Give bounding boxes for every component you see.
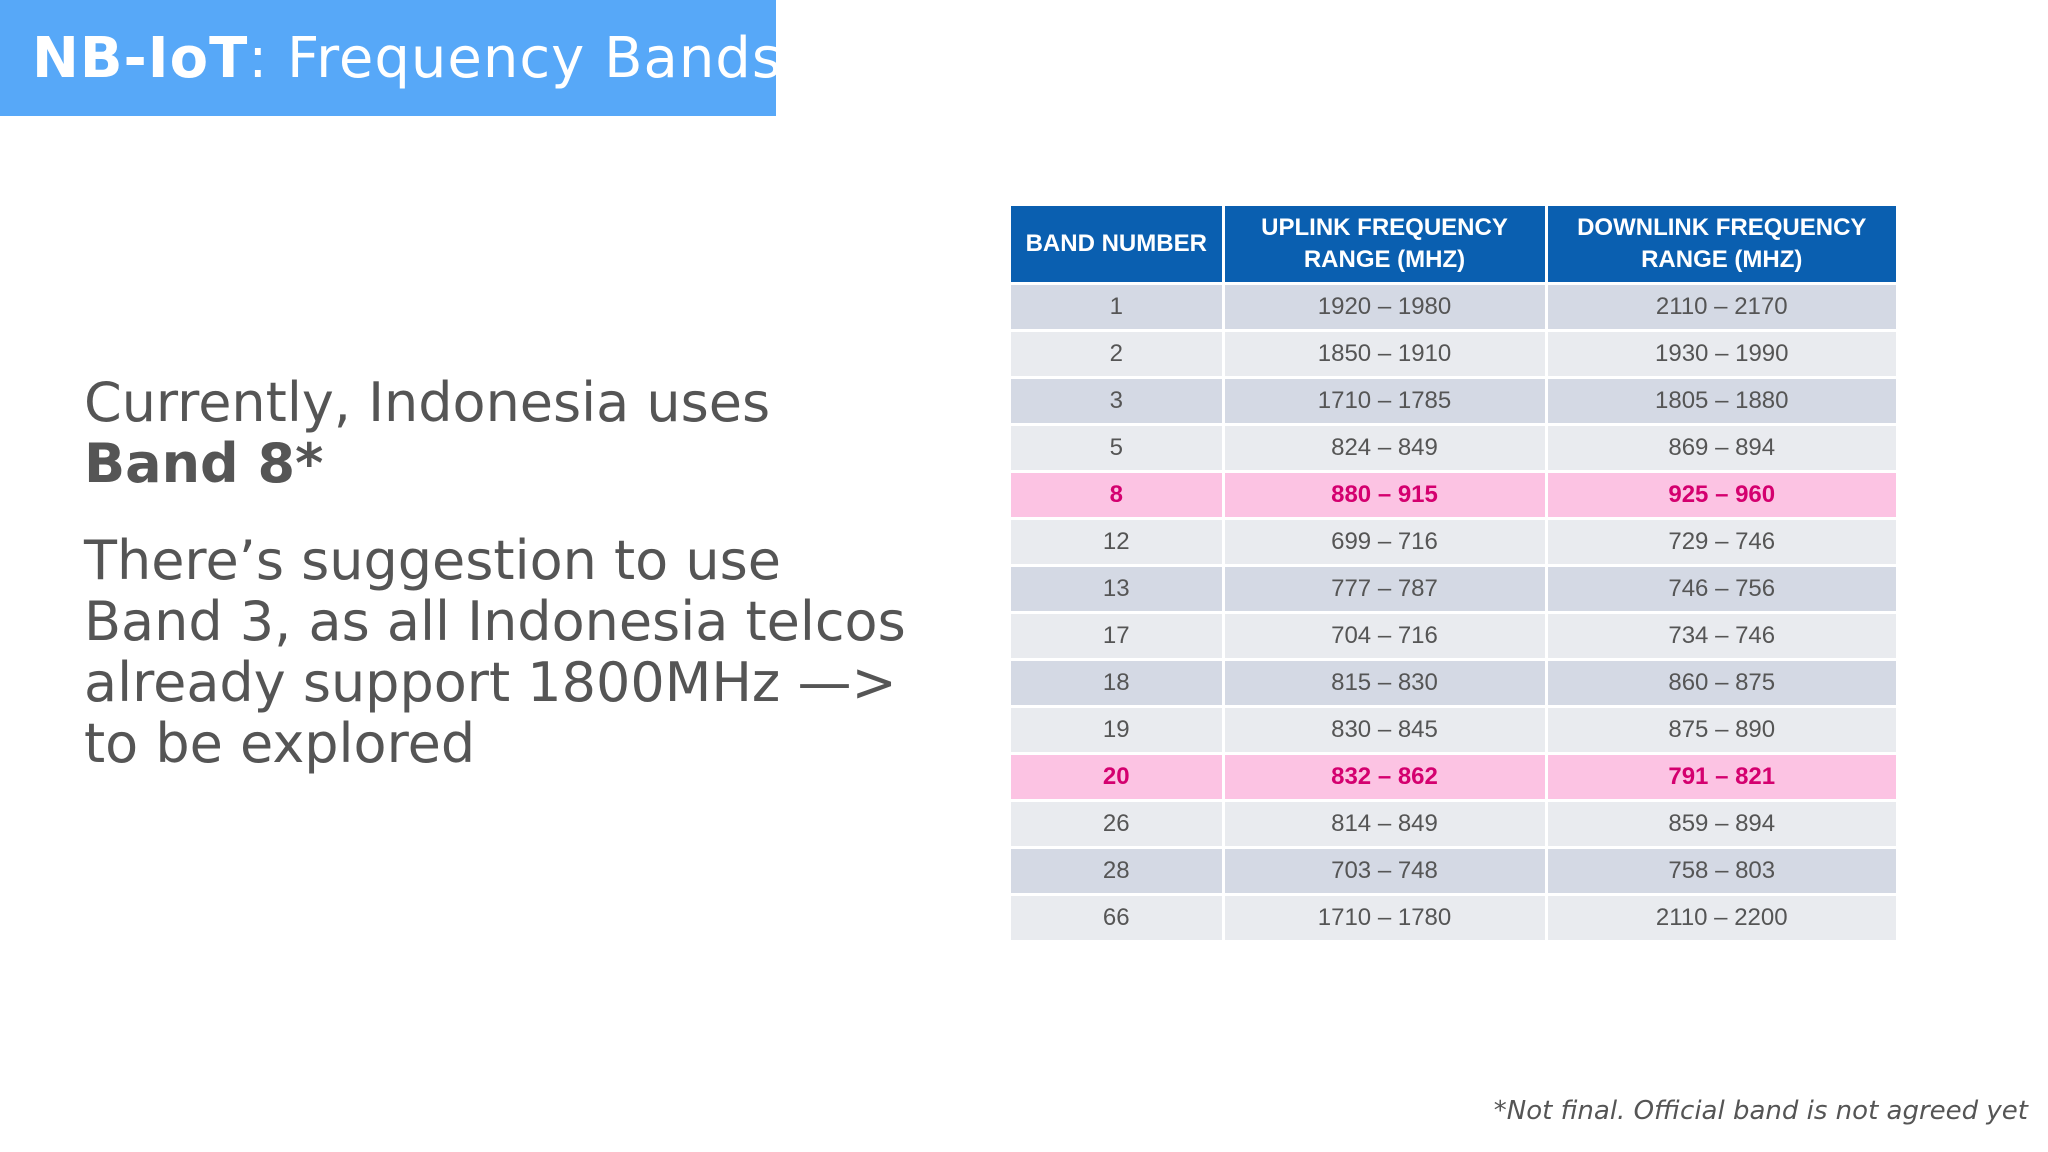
table-row xyxy=(1011,425,1896,472)
cell-uplink: 704 – 716 xyxy=(1223,613,1546,660)
band-8-emphasis: Band 8* xyxy=(84,432,324,495)
paragraph-line: Band 3, as all Indonesia telcos xyxy=(84,590,906,653)
table-header-row xyxy=(1011,206,1896,284)
cell-band: 3 xyxy=(1011,378,1223,425)
table-row xyxy=(1011,754,1896,801)
cell-downlink: 791 – 821 xyxy=(1546,754,1896,801)
table-row xyxy=(1011,519,1896,566)
paragraph-current-band xyxy=(84,372,944,494)
cell-band: 17 xyxy=(1011,613,1223,660)
cell-band: 26 xyxy=(1011,801,1223,848)
cell-uplink: 1710 – 1780 xyxy=(1223,895,1546,942)
cell-uplink: 1920 – 1980 xyxy=(1223,284,1546,331)
cell-band: 18 xyxy=(1011,660,1223,707)
table-row xyxy=(1011,801,1896,848)
slide-title-strong: NB-IoT xyxy=(32,25,249,91)
cell-band: 66 xyxy=(1011,895,1223,942)
cell-downlink: 1930 – 1990 xyxy=(1546,331,1896,378)
cell-downlink: 875 – 890 xyxy=(1546,707,1896,754)
cell-downlink: 859 – 894 xyxy=(1546,801,1896,848)
header-uplink: UPLINK FREQUENCY RANGE (MHZ) xyxy=(1223,206,1546,284)
cell-uplink: 1850 – 1910 xyxy=(1223,331,1546,378)
header-band-number: BAND NUMBER xyxy=(1011,206,1223,284)
cell-band: 19 xyxy=(1011,707,1223,754)
cell-downlink: 2110 – 2200 xyxy=(1546,895,1896,942)
cell-band: 12 xyxy=(1011,519,1223,566)
slide-title-rest: : Frequency Bands xyxy=(248,25,783,91)
cell-uplink: 815 – 830 xyxy=(1223,660,1546,707)
paragraph-line: Currently, Indonesia uses xyxy=(84,371,771,434)
cell-uplink: 880 – 915 xyxy=(1223,472,1546,519)
cell-downlink: 2110 – 2170 xyxy=(1546,284,1896,331)
title-bar xyxy=(0,0,783,116)
cell-band: 8 xyxy=(1011,472,1223,519)
cell-uplink: 830 – 845 xyxy=(1223,707,1546,754)
table-row xyxy=(1011,707,1896,754)
table-row xyxy=(1011,660,1896,707)
table-row xyxy=(1011,613,1896,660)
cell-downlink: 860 – 875 xyxy=(1546,660,1896,707)
table-row xyxy=(1011,895,1896,942)
header-downlink: DOWNLINK FREQUENCY RANGE (MHZ) xyxy=(1546,206,1896,284)
table-row xyxy=(1011,848,1896,895)
cell-downlink: 729 – 746 xyxy=(1546,519,1896,566)
cell-band: 5 xyxy=(1011,425,1223,472)
footnote: *Not final. Official band is not agreed yet xyxy=(1493,1096,2028,1126)
cell-band: 2 xyxy=(1011,331,1223,378)
table-row xyxy=(1011,284,1896,331)
cell-uplink: 814 – 849 xyxy=(1223,801,1546,848)
cell-band: 28 xyxy=(1011,848,1223,895)
paragraph-suggestion xyxy=(84,530,944,774)
table-row xyxy=(1011,472,1896,519)
frequency-bands-table xyxy=(1011,206,1896,943)
table-row xyxy=(1011,331,1896,378)
cell-uplink: 1710 – 1785 xyxy=(1223,378,1546,425)
cell-uplink: 777 – 787 xyxy=(1223,566,1546,613)
cell-uplink: 699 – 716 xyxy=(1223,519,1546,566)
cell-uplink: 832 – 862 xyxy=(1223,754,1546,801)
table-body xyxy=(1011,284,1896,942)
cell-downlink: 734 – 746 xyxy=(1546,613,1896,660)
body-text xyxy=(84,372,944,774)
cell-band: 20 xyxy=(1011,754,1223,801)
paragraph-line: There’s suggestion to use xyxy=(84,529,781,592)
cell-downlink: 869 – 894 xyxy=(1546,425,1896,472)
cell-downlink: 925 – 960 xyxy=(1546,472,1896,519)
cell-downlink: 1805 – 1880 xyxy=(1546,378,1896,425)
cell-uplink: 824 – 849 xyxy=(1223,425,1546,472)
table-row xyxy=(1011,566,1896,613)
cell-band: 13 xyxy=(1011,566,1223,613)
slide-title xyxy=(32,26,782,91)
cell-downlink: 758 – 803 xyxy=(1546,848,1896,895)
cell-downlink: 746 – 756 xyxy=(1546,566,1896,613)
paragraph-line: already support 1800MHz —> xyxy=(84,651,897,714)
cell-band: 1 xyxy=(1011,284,1223,331)
table-row xyxy=(1011,378,1896,425)
cell-uplink: 703 – 748 xyxy=(1223,848,1546,895)
paragraph-line: to be explored xyxy=(84,712,476,775)
